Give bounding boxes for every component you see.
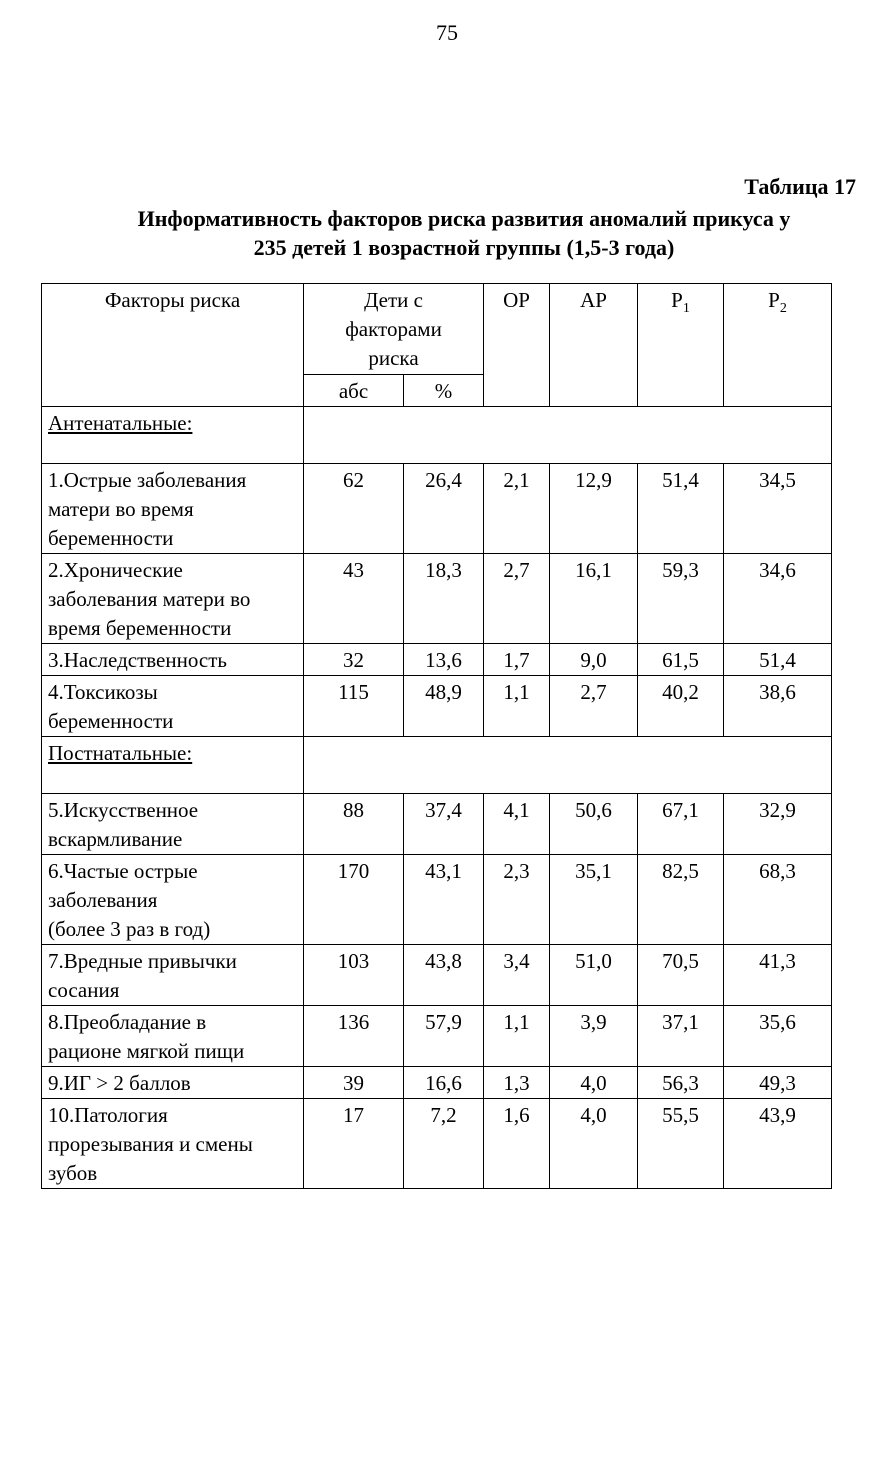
- table-title: [40, 204, 888, 262]
- cell-p2: 38,6: [724, 676, 832, 737]
- cell-pct: 7,2: [404, 1099, 484, 1189]
- factor-cell: [42, 855, 304, 945]
- cell-abs: 43: [304, 554, 404, 644]
- cell-p1: 51,4: [638, 464, 724, 554]
- header-children-line-1: Дети с: [364, 288, 423, 312]
- factor-line: заболевания матери во: [48, 587, 251, 611]
- cell-abs: 32: [304, 644, 404, 676]
- header-ar: АР: [550, 284, 638, 407]
- section-empty-cell: [304, 737, 832, 794]
- cell-pct: 48,9: [404, 676, 484, 737]
- cell-abs: 170: [304, 855, 404, 945]
- factor-line: зубов: [48, 1161, 98, 1185]
- table-row: [42, 464, 832, 554]
- cell-or: 4,1: [484, 794, 550, 855]
- cell-pct: 43,1: [404, 855, 484, 945]
- section-row: [42, 407, 832, 464]
- factor-line: прорезывания и смены: [48, 1132, 253, 1156]
- factor-cell: [42, 554, 304, 644]
- header-p2-sub: 2: [779, 301, 787, 317]
- factor-cell: [42, 644, 304, 676]
- cell-or: 2,3: [484, 855, 550, 945]
- cell-p2: 43,9: [724, 1099, 832, 1189]
- factor-line: 9.ИГ > 2 баллов: [48, 1071, 191, 1095]
- cell-abs: 88: [304, 794, 404, 855]
- header-row-top: [42, 284, 832, 375]
- cell-ar: 12,9: [550, 464, 638, 554]
- table-body: [42, 407, 832, 1189]
- cell-abs: 39: [304, 1067, 404, 1099]
- cell-ar: 35,1: [550, 855, 638, 945]
- cell-p2: 34,6: [724, 554, 832, 644]
- table-row: [42, 1067, 832, 1099]
- header-p1-sub: 1: [682, 301, 690, 317]
- cell-ar: 2,7: [550, 676, 638, 737]
- section-label-cell: [42, 407, 304, 464]
- section-empty-cell: [304, 407, 832, 464]
- factor-cell: [42, 676, 304, 737]
- section-label: Постнатальные:: [48, 741, 193, 765]
- cell-p2: 35,6: [724, 1006, 832, 1067]
- factor-line: вскармливание: [48, 827, 183, 851]
- cell-p1: 37,1: [638, 1006, 724, 1067]
- factor-line: 1.Острые заболевания: [48, 468, 247, 492]
- header-p1-base: P: [671, 288, 683, 312]
- header-p2-base: P: [768, 288, 780, 312]
- cell-abs: 17: [304, 1099, 404, 1189]
- cell-p1: 56,3: [638, 1067, 724, 1099]
- factor-cell: [42, 794, 304, 855]
- table-row: [42, 644, 832, 676]
- factor-line: 5.Искусственное: [48, 798, 199, 822]
- factor-cell: [42, 464, 304, 554]
- factor-line: 6.Частые острые: [48, 859, 198, 883]
- cell-p2: 34,5: [724, 464, 832, 554]
- cell-pct: 57,9: [404, 1006, 484, 1067]
- factor-line: матери во время: [48, 497, 194, 521]
- cell-p2: 68,3: [724, 855, 832, 945]
- cell-p1: 40,2: [638, 676, 724, 737]
- cell-abs: 103: [304, 945, 404, 1006]
- cell-pct: 43,8: [404, 945, 484, 1006]
- risk-factors-table: [41, 283, 832, 1189]
- cell-p1: 55,5: [638, 1099, 724, 1189]
- cell-pct: 13,6: [404, 644, 484, 676]
- cell-p2: 41,3: [724, 945, 832, 1006]
- cell-ar: 51,0: [550, 945, 638, 1006]
- factor-line: 2.Хронические: [48, 558, 183, 582]
- section-row: [42, 737, 832, 794]
- header-factors: Факторы риска: [42, 284, 304, 407]
- cell-or: 1,6: [484, 1099, 550, 1189]
- factor-cell: [42, 1067, 304, 1099]
- factor-cell: [42, 945, 304, 1006]
- cell-pct: 16,6: [404, 1067, 484, 1099]
- table-row: [42, 1099, 832, 1189]
- table-row: [42, 1006, 832, 1067]
- table-row: [42, 554, 832, 644]
- cell-p2: 32,9: [724, 794, 832, 855]
- cell-ar: 4,0: [550, 1067, 638, 1099]
- cell-or: 2,7: [484, 554, 550, 644]
- cell-ar: 9,0: [550, 644, 638, 676]
- cell-pct: 37,4: [404, 794, 484, 855]
- table-row: [42, 945, 832, 1006]
- header-pct: %: [404, 375, 484, 407]
- factor-line: (более 3 раз в год): [48, 917, 211, 941]
- cell-ar: 3,9: [550, 1006, 638, 1067]
- cell-or: 2,1: [484, 464, 550, 554]
- cell-p1: 67,1: [638, 794, 724, 855]
- factor-cell: [42, 1006, 304, 1067]
- cell-p1: 82,5: [638, 855, 724, 945]
- cell-or: 1,1: [484, 1006, 550, 1067]
- header-children: [304, 284, 484, 375]
- table-row: [42, 794, 832, 855]
- cell-abs: 62: [304, 464, 404, 554]
- factor-line: 8.Преобладание в: [48, 1010, 207, 1034]
- header-abs: абс: [304, 375, 404, 407]
- header-children-line-2: факторами: [345, 317, 442, 341]
- cell-p1: 59,3: [638, 554, 724, 644]
- table-row: [42, 676, 832, 737]
- page-number: 75: [436, 20, 458, 45]
- cell-or: 1,1: [484, 676, 550, 737]
- table-row: [42, 855, 832, 945]
- factor-line: заболевания: [48, 888, 158, 912]
- factor-line: 10.Патология: [48, 1103, 168, 1127]
- header-children-line-3: риска: [368, 346, 419, 370]
- cell-p2: 49,3: [724, 1067, 832, 1099]
- cell-p1: 70,5: [638, 945, 724, 1006]
- table-title-line-1: Информативность факторов риска развития аномалий прикуса у: [137, 206, 791, 231]
- factor-line: время беременности: [48, 616, 232, 640]
- factor-cell: [42, 1099, 304, 1189]
- factor-line: беременности: [48, 709, 174, 733]
- header-p1: [638, 284, 724, 407]
- cell-or: 1,3: [484, 1067, 550, 1099]
- cell-ar: 4,0: [550, 1099, 638, 1189]
- header-or: ОР: [484, 284, 550, 407]
- header-p2: [724, 284, 832, 407]
- factor-line: сосания: [48, 978, 120, 1002]
- cell-pct: 18,3: [404, 554, 484, 644]
- table-title-line-2: 235 детей 1 возрастной группы (1,5-3 года): [253, 235, 675, 260]
- cell-abs: 136: [304, 1006, 404, 1067]
- cell-p2: 51,4: [724, 644, 832, 676]
- factor-line: беременности: [48, 526, 174, 550]
- factor-line: 4.Токсикозы: [48, 680, 158, 704]
- cell-ar: 16,1: [550, 554, 638, 644]
- factor-line: 7.Вредные привычки: [48, 949, 237, 973]
- section-label: Антенатальные:: [48, 411, 193, 435]
- cell-abs: 115: [304, 676, 404, 737]
- cell-or: 3,4: [484, 945, 550, 1006]
- cell-or: 1,7: [484, 644, 550, 676]
- table-label: Таблица 17: [744, 174, 856, 199]
- section-label-cell: [42, 737, 304, 794]
- cell-p1: 61,5: [638, 644, 724, 676]
- cell-pct: 26,4: [404, 464, 484, 554]
- factor-line: рационе мягкой пищи: [48, 1039, 245, 1063]
- cell-ar: 50,6: [550, 794, 638, 855]
- factor-line: 3.Наследственность: [48, 648, 227, 672]
